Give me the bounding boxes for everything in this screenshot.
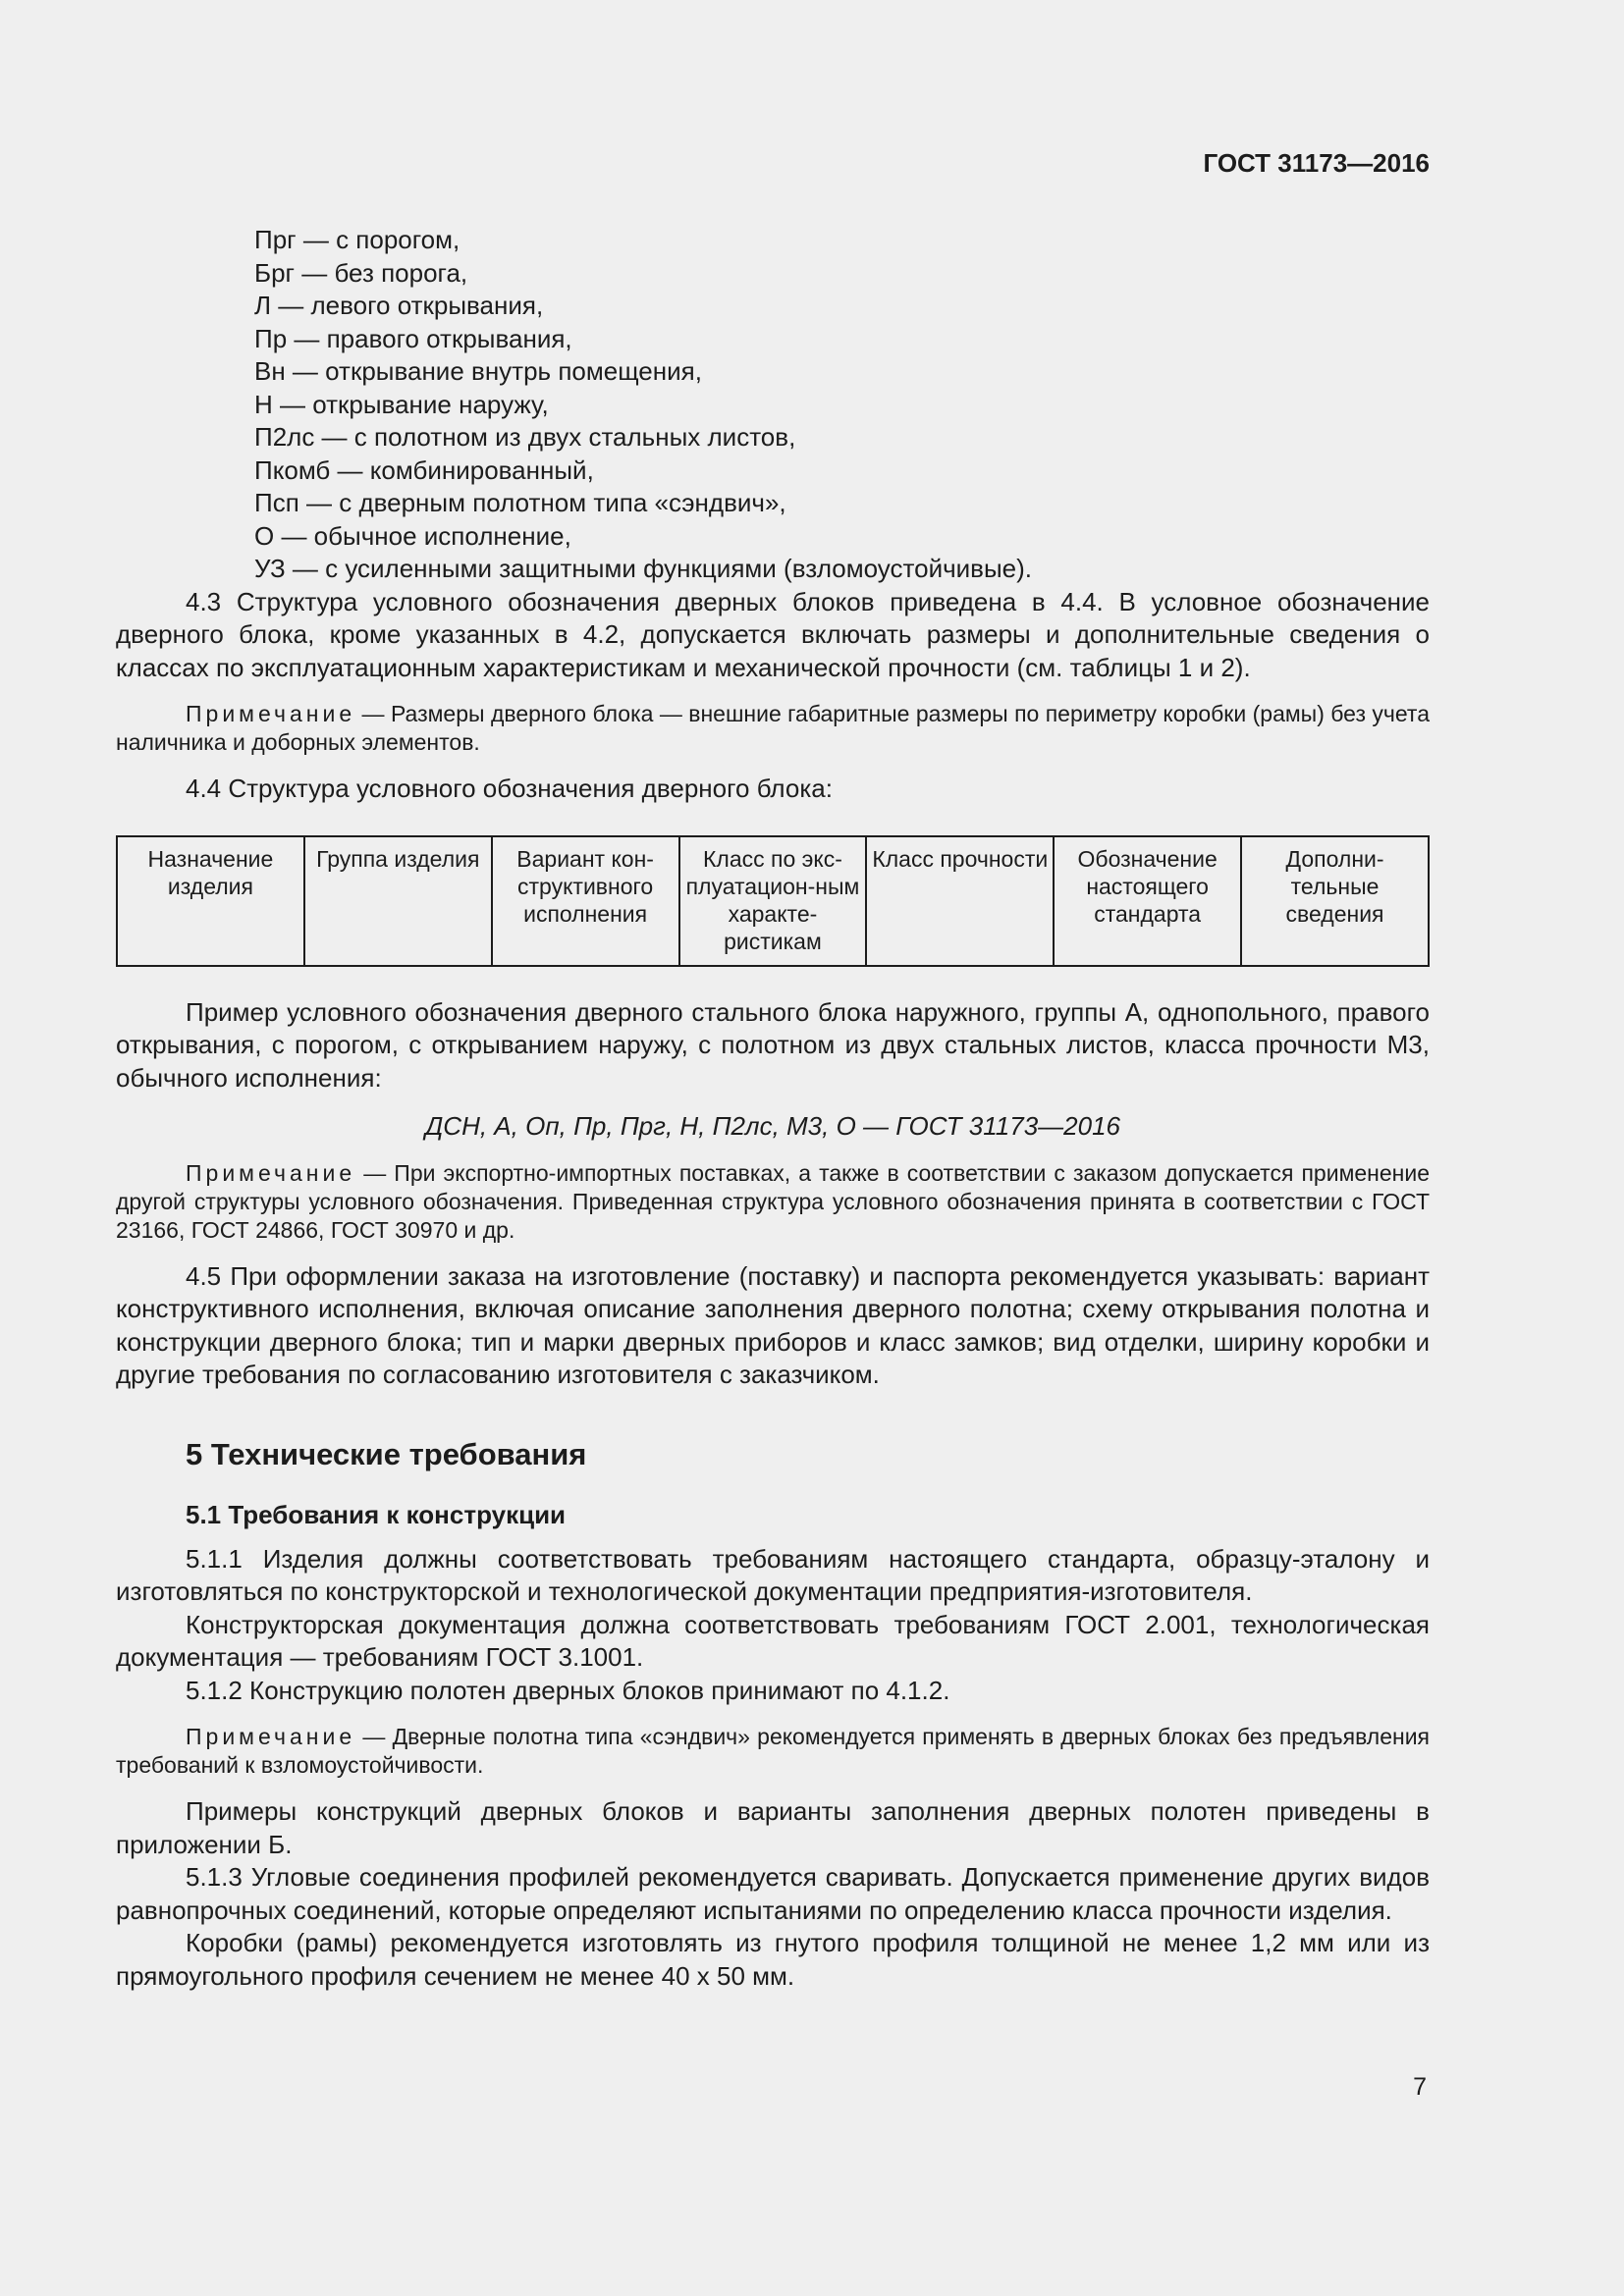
paragraph-5-1-1: 5.1.1 Изделия должны соответствовать требованиям настоящего стандарта, образцу-эталону и изготовляться по конструкторской и технологической документации предприятия-изготовителя. (116, 1543, 1430, 1606)
table-cell: Вариант кон-структивного исполнения (492, 836, 679, 966)
note-text: Размеры дверного блока — внешние габаритные размеры по периметру коробки (рамы) без учета наличника и доборных элементов. (116, 701, 1430, 755)
list-item: П2лс — с полотном из двух стальных листов, (254, 422, 796, 452)
note-text: При экспортно-импортных поставках, а также в соответствии с заказом допускается применение другой структуры условного обозначения. Приведенная структура условного обозначения принята в соответствии с ГОСТ 23166, ГОСТ 24866, ГОСТ 30970 и др. (116, 1159, 1431, 1243)
list-item: Брг — без порога, (254, 257, 468, 288)
paragraph-5-1-2: 5.1.2 Конструкцию полотен дверных блоков принимают по 4.1.2. (186, 1675, 950, 1705)
list-item: О — обычное исполнение, (254, 520, 571, 551)
note-label: Примечание (186, 1159, 356, 1186)
list-item: Вн — открывание внутрь помещения, (254, 356, 702, 386)
table-row (117, 836, 1429, 966)
paragraph-4-5: 4.5 При оформлении заказа на изготовление (поставку) и паспорта рекомендуется указывать: вариант конструктивного исполнения, включая описание заполнения дверного полотна; схему открывания полотна и конструкции дверного блока; тип и марки дверных приборов и класс замков; вид отделки, ширину коробки и другие требования по согласованию изготовителя с заказчиком. (116, 1260, 1430, 1389)
list-item: Л — левого открывания, (254, 291, 544, 320)
paragraph-4-3: 4.3 Структура условного обозначения дверных блоков приведена в 4.4. В условное обозначение дверного блока, кроме указанных в 4.2, допускается включать размеры и дополнительные сведения о классах по эксплуатационным характеристикам и механической прочности (см. таблицы 1 и 2). (116, 586, 1430, 682)
note-1 (116, 700, 1430, 757)
section-5-1-heading: 5.1 Требования к конструкции (186, 1499, 567, 1529)
designation-structure-table (116, 835, 1430, 967)
list-item: Н — открывание наружу, (254, 389, 549, 419)
example-paragraph: Пример условного обозначения дверного стального блока наружного, группы А, однопольного, правого открывания, с порогом, с открыванием наружу, с полотном из двух стальных листов, класса прочности М3, обычного исполнения: (116, 996, 1430, 1093)
list-item: Псп — с дверным полотном типа «сэндвич», (254, 488, 786, 517)
note-label: Примечание (186, 1724, 356, 1749)
paragraph-5-1-1b: Конструкторская документация должна соответствовать требованиям ГОСТ 2.001, технологическая документация — требованиям ГОСТ 3.1001. (116, 1609, 1430, 1672)
table-cell: Назначение изделия (117, 836, 304, 966)
table-cell: Обозначение настоящего стандарта (1054, 836, 1241, 966)
list-item: Прг — с порогом, (254, 225, 460, 254)
table-cell: Класс по экс-плуатацион-ным характе-ристикам (679, 836, 867, 966)
list-item: Пр — правого открывания, (254, 323, 572, 353)
table-cell: Группа изделия (304, 836, 492, 966)
note-label: Примечание (186, 701, 356, 726)
paragraph-5-1-3: 5.1.3 Угловые соединения профилей рекомендуется сваривать. Допускается применение других видов равнопрочных соединений, которые определяют испытаниями по определению класса прочности изделия. (116, 1862, 1430, 1925)
section-5-heading: 5 Технические требования (186, 1436, 587, 1471)
note-dash: — (355, 1159, 395, 1186)
note-2 (116, 1159, 1430, 1245)
note-text: Дверные полотна типа «сэндвич» рекомендуется применять в дверных блоках без предъявления требований к взломоустойчивости. (116, 1724, 1431, 1778)
table-cell: Дополни-тельные сведения (1241, 836, 1429, 966)
note-dash: — (355, 701, 391, 726)
list-item: УЗ — с усиленными защитными функциями (взломоустойчивые). (254, 554, 1033, 583)
page-number: 7 (1413, 2073, 1427, 2101)
paragraph-examples: Примеры конструкций дверных блоков и варианты заполнения дверных полотен приведены в приложении Б. (116, 1796, 1430, 1859)
paragraph-4-4: 4.4 Структура условного обозначения дверного блока: (186, 774, 833, 803)
list-item: Пкомб — комбинированный, (254, 454, 594, 485)
page-content (116, 224, 1430, 1993)
note-dash: — (355, 1724, 393, 1749)
table-cell: Класс прочности (866, 836, 1054, 966)
example-formula: ДСН, А, Оп, Пр, Прг, Н, П2лс, М3, О — ГОСТ 31173—2016 (425, 1111, 1120, 1141)
designation-legend-list (116, 224, 1430, 586)
document-code-header: ГОСТ 31173—2016 (1203, 148, 1430, 178)
note-3 (116, 1723, 1430, 1780)
paragraph-frames: Коробки (рамы) рекомендуется изготовлять из гнутого профиля толщиной не менее 1,2 мм или из прямоугольного профиля сечением не менее 40 х 50 мм. (116, 1928, 1430, 1991)
